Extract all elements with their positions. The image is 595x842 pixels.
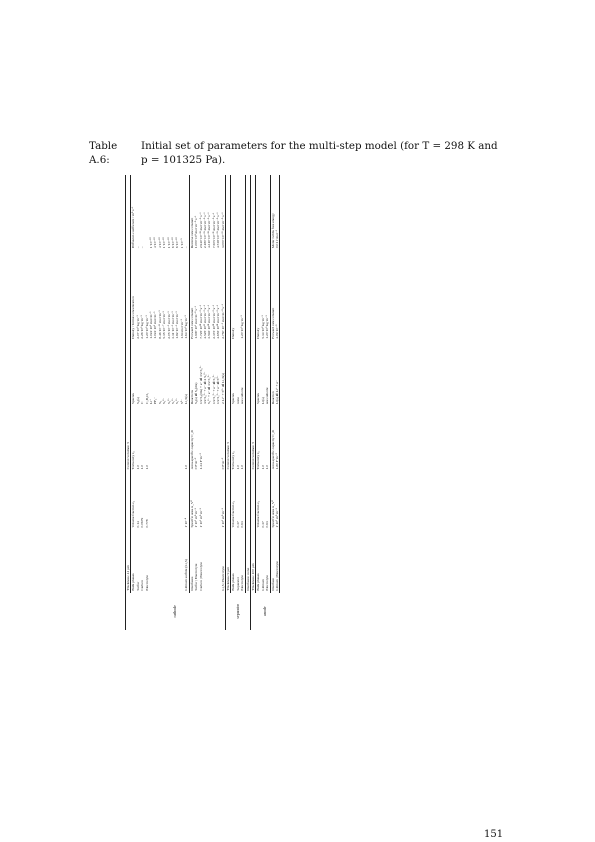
table-cell: 1.20·10³ kg·m⁻³ <box>144 315 149 339</box>
table-cell: 4.525·10¹⁵ mol·m⁻²·s⁻¹ <box>202 304 207 339</box>
table-cell: 1·10⁵ m²·m⁻³ <box>198 508 203 528</box>
table-cell: Thickness: 100 µm <box>250 529 255 592</box>
table-cell: 4.310·10⁻¹⁸ mol·m⁻²·s⁻¹ <box>207 212 212 249</box>
page-number: 151 <box>484 829 504 840</box>
table-cell: 1.0 <box>260 464 265 470</box>
table-cell: Bulk phases <box>231 529 236 592</box>
table-cell: 5.34·10² kg·m⁻³ <box>260 315 265 339</box>
table-cell: 1/2 S₄²⁻ + e⁻ ⇌ S₂²⁻ <box>211 374 216 404</box>
table-cell: 2.373·10¹⁸ mol·m⁻²·s⁻¹ <box>211 304 216 339</box>
cathode-group-label: cathode <box>126 593 226 630</box>
table-cell: Diffusion coefficient / m²·s⁻¹ <box>131 175 136 250</box>
table-cell: 3.31·10⁻³ mol·m⁻³ <box>171 311 176 339</box>
table-cell: 2.07·10³ kg·m⁻³ <box>135 315 140 339</box>
table-cell: Li⁺ <box>149 398 154 404</box>
caption-label: Table A.6: <box>89 140 118 166</box>
table-cell: Species <box>231 341 236 406</box>
table-cell: 1.0 <box>265 464 270 470</box>
table-cell: 1.94 mol·m⁻³ <box>179 319 184 339</box>
table-cell: Species <box>131 341 136 406</box>
anode-group-label: anode <box>250 593 279 630</box>
table-cell: 1.64·10³ kg·m⁻³ <box>184 315 189 339</box>
table-cell: Sulfur | Electrolyte <box>194 563 199 591</box>
table-cell: Li(s) ⇌ Li⁺ + e⁻ <box>275 341 280 406</box>
table-cell: Thickness: 9 µm <box>225 529 230 592</box>
table-cell: S₈ <box>157 400 162 404</box>
table-cell: Volume fraction ε₀ <box>231 471 236 529</box>
table-cell: Volume fraction ε₀ <box>256 471 261 529</box>
table-cell: Species <box>256 341 261 406</box>
table-cell: 1.0 <box>135 464 140 470</box>
table-cell: C <box>140 401 145 404</box>
table-cell: 2.750·10⁻⁵ mol·m⁻²·s⁻¹ <box>220 304 225 339</box>
table-cell: Molar Gibbs free energy <box>270 175 275 250</box>
table-cell: Electrolyte <box>265 575 270 591</box>
table-cell: 4.738·10⁻¹⁹ mol·m⁻²·s⁻¹ <box>216 212 221 249</box>
table-cell: Volume fraction ε₀ <box>131 471 136 529</box>
table-cell: 4·10⁻¹⁰ <box>153 237 158 249</box>
table-cell: 1.34 F·m⁻² <box>198 453 203 470</box>
caption-text: Initial set of parameters for the multi-step model (for T = 298 K and p = 101325 Pa). <box>141 140 498 166</box>
table-cell: Lithium sulfide (Li₂S) <box>184 559 189 591</box>
table-cell: S₄²⁻ <box>171 397 176 404</box>
table-cell: Electrolyte <box>240 575 245 591</box>
table-cell: 3.593·10¹⁸ mol·m⁻²·s⁻¹ <box>207 304 212 339</box>
table-cell: Forward rate constant <box>189 250 194 341</box>
table-cell: Lithium | Electrolyte <box>275 529 280 592</box>
table-cell: 1·10⁻¹⁰ <box>166 237 171 249</box>
table-cell: 0.778 <box>144 519 149 528</box>
table-cell: 2.05·10⁻³ mol·m⁻³ <box>166 311 171 339</box>
table-cell: Tortuosity τ₀ <box>256 406 261 471</box>
table-cell: S₈²⁻ <box>162 397 167 404</box>
table-cell: 0.37 <box>260 521 265 528</box>
table-cell: S₂²⁻ <box>175 397 180 404</box>
table-cell: Lithium <box>260 579 265 591</box>
table-cell: Carbon | Electrolyte <box>198 562 203 591</box>
table-cell: Specific area A_V⁰ <box>270 471 275 529</box>
table-cell: Sulfur <box>135 581 140 591</box>
table-cell: Electrolyte <box>144 575 149 591</box>
table-cell: Separator <box>235 577 240 591</box>
table-cell: – <box>135 246 140 249</box>
table-cell: Reaction <box>270 341 275 406</box>
table-cell: 3.000·10⁻¹⁵ mol·m⁻²·s⁻¹ <box>220 212 225 249</box>
table-cell: see cathode <box>240 387 245 404</box>
table-cell: S₈(s) <box>135 397 140 404</box>
table-cell: S²⁻ <box>179 399 184 404</box>
parameter-table <box>125 175 280 630</box>
separator-group-label: separator <box>225 593 250 630</box>
table-cell: 1.0 <box>144 464 149 470</box>
table-cell: 2.180·10⁻¹⁹ mol·m⁻²·s⁻¹ <box>202 212 207 249</box>
table-cell: 0 F·m⁻² <box>220 457 225 470</box>
table-cell: Li(s) <box>260 397 265 404</box>
table-cell: Control volumes: 5 <box>250 406 255 471</box>
table-cell: Tortuosity τ₀ <box>131 406 136 471</box>
table-cell: – <box>140 246 145 249</box>
table-cell: 0.63 <box>265 521 270 528</box>
table-cell: Area-specific capacity C_dl <box>270 406 275 471</box>
table-row <box>275 175 280 630</box>
table-cell: Tortuosity τ₀ <box>231 406 236 471</box>
table-cell: 4.09·10⁻⁹ <box>275 250 280 341</box>
table-cell: Carbon <box>140 580 145 591</box>
table-cell: 1.20·10³ kg·m⁻³ <box>265 315 270 339</box>
table-cell: 0.14 <box>135 521 140 528</box>
table-cell: PF₆⁻ <box>153 396 158 404</box>
table-cell: 1.0 <box>235 464 240 470</box>
table-cell: none <box>235 397 240 404</box>
table-cell: Reverse rate constant <box>189 175 194 250</box>
table-cell: 5.35·10⁻⁷ mol·m⁻³ <box>162 311 167 339</box>
table-cell: Density / Initial concentration <box>131 250 136 341</box>
table-cell: Specific area A_V⁰ <box>189 471 194 529</box>
table-cell: 0.01 J·mol⁻¹ <box>275 175 280 250</box>
table-cell: Forward rate constant <box>270 250 275 341</box>
table-cell: 1.0 <box>240 464 245 470</box>
table-cell: Li₂S(s) <box>184 393 189 404</box>
table-cell: 1·10⁵ m²·m⁻³ <box>220 508 225 528</box>
table-cell: 7.505·10⁻²¹ mol·m⁻²·s⁻¹ <box>211 212 216 249</box>
table-cell: 6·10⁻¹⁰ <box>171 237 176 249</box>
table-cell: Density <box>256 250 261 341</box>
table-cell: 3/2 S₈²⁻ + e⁻ ⇌ 2 S₆²⁻ <box>202 371 207 404</box>
table-cell: 0.37 <box>235 521 240 528</box>
table-cell: 1.024·10³ mol·m⁻³ <box>153 311 158 339</box>
table-cell: see cathode <box>265 387 270 404</box>
table-cell: 2.26·10³ kg·m⁻³ <box>140 315 145 339</box>
table-cell: 1.000·10³ mol·m⁻²·s⁻¹ <box>194 215 199 249</box>
table-cell: 1/2 S₂²⁻ + e⁻ ⇌ S²⁻ <box>216 375 221 404</box>
table-cell: 8.46·10⁻¹¹ mol·m⁻³ <box>157 310 162 339</box>
table-cell: 1.80 F·m⁻² <box>275 406 280 471</box>
table-cell: 1.20·10³ kg·m⁻³ <box>240 315 245 339</box>
table-cell: Interface <box>270 529 275 592</box>
table-cell: 4·10⁻¹⁰ <box>157 237 162 249</box>
table-cell: 1·10⁵ m²·m⁻³ <box>194 508 199 528</box>
table-cell: 2.940·10⁻¹⁸ mol·m⁻²·s⁻¹ <box>198 212 203 249</box>
table-cell: Reactions <box>189 341 194 406</box>
table-cell: 1.0 <box>140 464 145 470</box>
table-cell: 1.024·10³ mol·m⁻³ <box>149 311 154 339</box>
table-cell: 1·10⁻¹⁰ <box>149 237 154 249</box>
table-cell: Thickness: 41 µm <box>126 529 131 592</box>
table-cell: 1·10⁵ m²·m⁻³ <box>275 471 280 529</box>
table-cell: Interfaces <box>189 529 194 592</box>
table-cell: 1/2 S₈(dis) + e⁻ ⇌ 1/2 S₈²⁻ <box>198 365 203 404</box>
table-cell: Control volumes: 5 <box>126 406 131 471</box>
table-cell: Interfaces: none <box>245 529 250 592</box>
table-cell: 1·10⁻¹⁰ <box>162 237 167 249</box>
table-cell: Li₂S | Electrolyte <box>220 566 225 591</box>
table-cell: Bulk phases <box>256 529 261 592</box>
rotated-table-container <box>125 175 510 630</box>
table-cell: Density <box>231 250 236 341</box>
table-cell: Bulk phases <box>131 529 136 592</box>
table-cell: 6·10⁻¹⁰ <box>175 237 180 249</box>
table-caption <box>89 139 509 167</box>
table-cell: 2 Li⁺ + S²⁻ ⇌ Li₂S(s) <box>220 372 225 404</box>
table-cell: S₆²⁻ <box>166 397 171 404</box>
table-cell: 0.63 <box>240 521 245 528</box>
table-cell: 1.900·10¹ mol·m⁻²·s⁻¹ <box>194 306 199 339</box>
table-cell: – <box>184 246 189 249</box>
table-cell: 1·10⁻⁹ <box>179 238 184 249</box>
table-cell: S₆²⁻ + e⁻ ⇌ 3/2 S₄²⁻ <box>207 374 212 404</box>
table-cell: 0.0679 <box>140 517 145 528</box>
table-cell: 4.655·10¹⁸ mol·m⁻²·s⁻¹ <box>216 304 221 339</box>
table-cell: Control volumes: 5 <box>225 406 230 471</box>
table-cell: 1·10⁻⁴ <box>184 517 189 528</box>
table-cell: 7.725·10¹⁸ mol·m⁻²·s⁻¹ <box>198 304 203 339</box>
table-cell: 1.82·10⁻³ mol·m⁻³ <box>175 311 180 339</box>
table-cell: 0 F·m⁻² <box>194 457 199 470</box>
table-cell: S₈(s) ⇌ S₈(dis) <box>194 382 199 404</box>
table-cell: Area-specific capacity C_dl <box>189 406 194 471</box>
table-cell: C₄H₄O₃ <box>144 392 149 404</box>
table-cell: 1.0 <box>184 464 189 470</box>
